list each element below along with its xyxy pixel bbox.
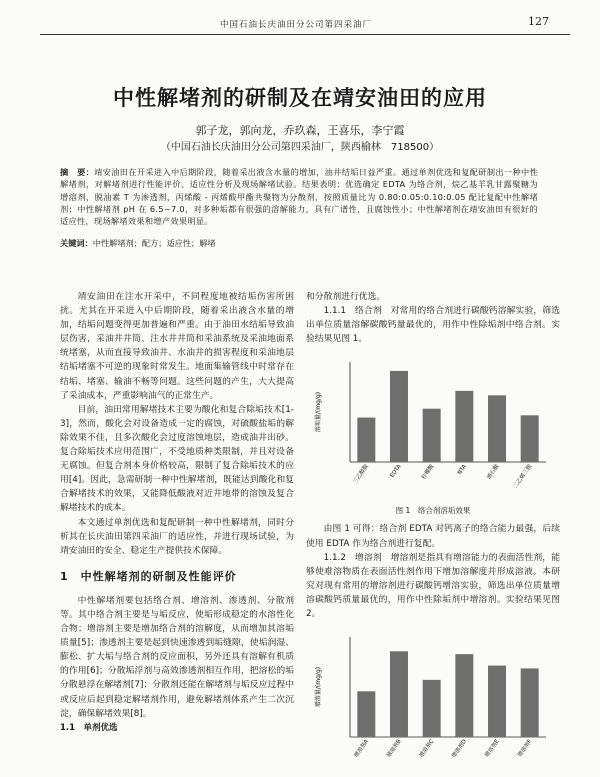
figure-1-chart bbox=[306, 352, 560, 502]
fig1-bar-2 bbox=[423, 409, 441, 462]
fig1-y-label: 溶垢量/(mg/g) bbox=[315, 392, 322, 433]
figure-1-caption: 图 1 络合剂溶垢效果 bbox=[395, 506, 471, 516]
intro-paragraph-3: 本文通过单剂优选和复配研制一种中性解堵剂，同时分析其在长庆油田第四采油厂的适应性，并进行现场试验，为靖安油田的安全、稳定生产提供技术保障。 bbox=[60, 517, 294, 556]
intro-paragraph-2: 目前，油田常用解堵技术主要为酸化和复合除垢技术[1-3]，然而，酸化会对设备造成一定的腐蚀，对硫酸盐垢的解除效果不佳，且多次酸化会过度溶蚀地层，造成油井出砂。复合除垢技术应用范围广，不受地质种类限制，并且对设备无腐蚀。但复合剂本身价格较高，限制了复合除垢技术的应用[4]。因此，急需研制一种中性解堵剂，既能达到酸化和复合解堵技术的效果，又能降低酸液对近井地带的溶蚀及复合解堵技术的成本。 bbox=[60, 404, 294, 514]
fig2-tick-label-2: 增溶剂C bbox=[418, 738, 436, 759]
keywords-label: 关键词： bbox=[60, 238, 93, 248]
section-1-heading: 1 中性解堵剂的研制及性能评价 bbox=[60, 569, 237, 583]
fig2-bar-1 bbox=[390, 651, 408, 737]
affiliation: （中国石油长庆油田分公司第四采油厂，陕西榆林 718500） bbox=[160, 142, 440, 153]
header-divider bbox=[40, 34, 570, 35]
fig1-bar-5 bbox=[521, 416, 539, 463]
fig1-tick-label-2: 柠檬酸 bbox=[420, 464, 436, 482]
fig1-bar-1 bbox=[390, 371, 408, 462]
subsection-1-1-heading: 1.1 单剂优选 bbox=[60, 722, 118, 733]
fig2-y-label: 增溶量/(mg/g) bbox=[315, 667, 322, 708]
fig2-tick-label-0: 增溶剂A bbox=[353, 738, 370, 759]
fig1-tick-label-0: 三乙醇胺 bbox=[352, 464, 370, 486]
figure-2-chart bbox=[306, 627, 560, 777]
fig1-tick-label-3: NTA bbox=[456, 464, 468, 477]
fig1-bar-3 bbox=[455, 391, 473, 462]
fig2-bar-4 bbox=[488, 666, 506, 737]
abstract bbox=[60, 166, 538, 227]
fig2-bar-3 bbox=[455, 654, 473, 737]
fig2-bar-0 bbox=[357, 691, 375, 737]
intro-paragraph-1: 靖安油田在注水开采中，不同程度地被结垢伤害所困扰。尤其在开采进入中后期阶段，随着采出液含水量的增加，结垢问题变得更加普遍和严重。由于油田水结垢导致油层伤害，采油井井筒、注水井井筒和采油系统及采油地面系统堵塞，从而直接导致油井、水油井的损害程度和采油地层结垢堵塞不可逆的现象时常发生。地面集输管线中时常存在结垢、堵塞、输油不畅等问题。这些问题的产生，大大提高了采油成本，严重影响油气的正常生产。 bbox=[60, 292, 294, 401]
page-number: 127 bbox=[528, 15, 549, 28]
fig2-tick-label-1: 增溶剂B bbox=[386, 738, 403, 759]
keywords bbox=[60, 238, 216, 249]
keywords-text: 中性解堵剂；配方；适应性；解堵 bbox=[92, 238, 216, 248]
fig2-tick-label-5: 增溶剂F bbox=[517, 738, 534, 759]
left-column bbox=[60, 290, 294, 735]
paper-title: 中性解堵剂的研制及在靖安油田的应用 bbox=[113, 86, 487, 110]
paragraph-1-1-1: 1.1.1 络合剂 对常用的络合剂进行碳酸钙溶解实验，筛选出单位质量溶解碳酸钙量最优的，用作中性除垢剂中络合剂。实验结果见图 1。 bbox=[306, 306, 560, 345]
fig1-tick-label-1: EDTA bbox=[389, 464, 403, 480]
fig1-tick-label-5: 二乙烯三胺 bbox=[512, 464, 534, 491]
running-header: 中国石油长庆油田分公司第四采油厂 bbox=[220, 20, 373, 30]
figure-1-discussion: 由图 1 可得：络合剂 EDTA 对钙离子的络合能力最强，后续使用 EDTA 作为络合剂进行复配。 bbox=[306, 524, 560, 549]
section-1-paragraph: 中性解堵剂要包括络合剂、增溶剂、渗透剂、分散剂等。其中络合剂主要是与垢反应，使垢形成稳定的水溶性化合物；增溶剂主要是增加络合剂的溶解度，从而增加其溶垢质量[5]；渗透剂主要是起到快速渗透到垢缝隙，使垢润湿、膨松、扩大垢与络合剂的反应面积，另外还具有溶解有机质的作用[6]；分散垢浮剂与高效渗透剂相互作用，把溶松的垢分散悬浮在解堵剂[7]；分散剂还能在解堵剂与垢反应过程中或反应后起到稳定解堵剂作用，避免解堵剂体系产生二次沉淀，确保解堵效果[8]。 bbox=[60, 595, 294, 719]
fig1-bar-4 bbox=[488, 396, 506, 463]
fig1-tick-label-4: 酒石酸 bbox=[486, 464, 501, 482]
right-column bbox=[306, 290, 560, 777]
abstract-text: 靖安油田在开采进入中后期阶段，随着采出液含水量的增加，油井结垢日益严重。通过单剂优选和复配研制出一种中性解堵剂，对解堵剂进行性能评价、适应性分析及现场解堵试验。结果表明：优选确定 EDTA 为络合剂，烷乙基羊乳甘露聚糖为增溶剂，脱油素 T 为渗透剂，丙烯酸 - 丙烯酸甲酯共聚物为分散剂，按照质量比为 0.80:0.05:0.10:0.05 配比复配中性解堵剂；中性解堵剂 pH 在 6.5~7.0，对多种垢都有很强的溶解能力，具有广谱性，且腐蚀性小；中性解堵剂在靖安油田有很好的适应性，现场解堵效果和增产效果明显。 bbox=[60, 167, 538, 227]
fig1-bar-0 bbox=[357, 418, 375, 462]
author-list: 郭子龙，郭向龙，乔玖森，王喜乐，李宁霞 bbox=[195, 124, 405, 137]
paragraph-1-1-2: 1.1.2 增溶剂 增溶剂是指具有增溶能力的表面活性剂，能够使难溶物质在表面活性剂作用下增加溶解度并形成溶液。本研究对现有常用的增溶剂进行碳酸钙增溶实验，筛选出单位质量增溶碳酸钙质量最优的，用作中性除垢剂中增溶剂。实验结果见图 2。 bbox=[306, 552, 560, 620]
fig2-bar-5 bbox=[521, 669, 539, 738]
fig2-tick-label-4: 增溶剂E bbox=[484, 738, 501, 759]
right-intro-line: 和分散剂进行优选。 bbox=[306, 292, 386, 302]
abstract-label: 摘 要： bbox=[60, 167, 95, 177]
fig2-bar-2 bbox=[423, 680, 441, 737]
fig2-tick-label-3: 增溶剂D bbox=[451, 738, 468, 760]
